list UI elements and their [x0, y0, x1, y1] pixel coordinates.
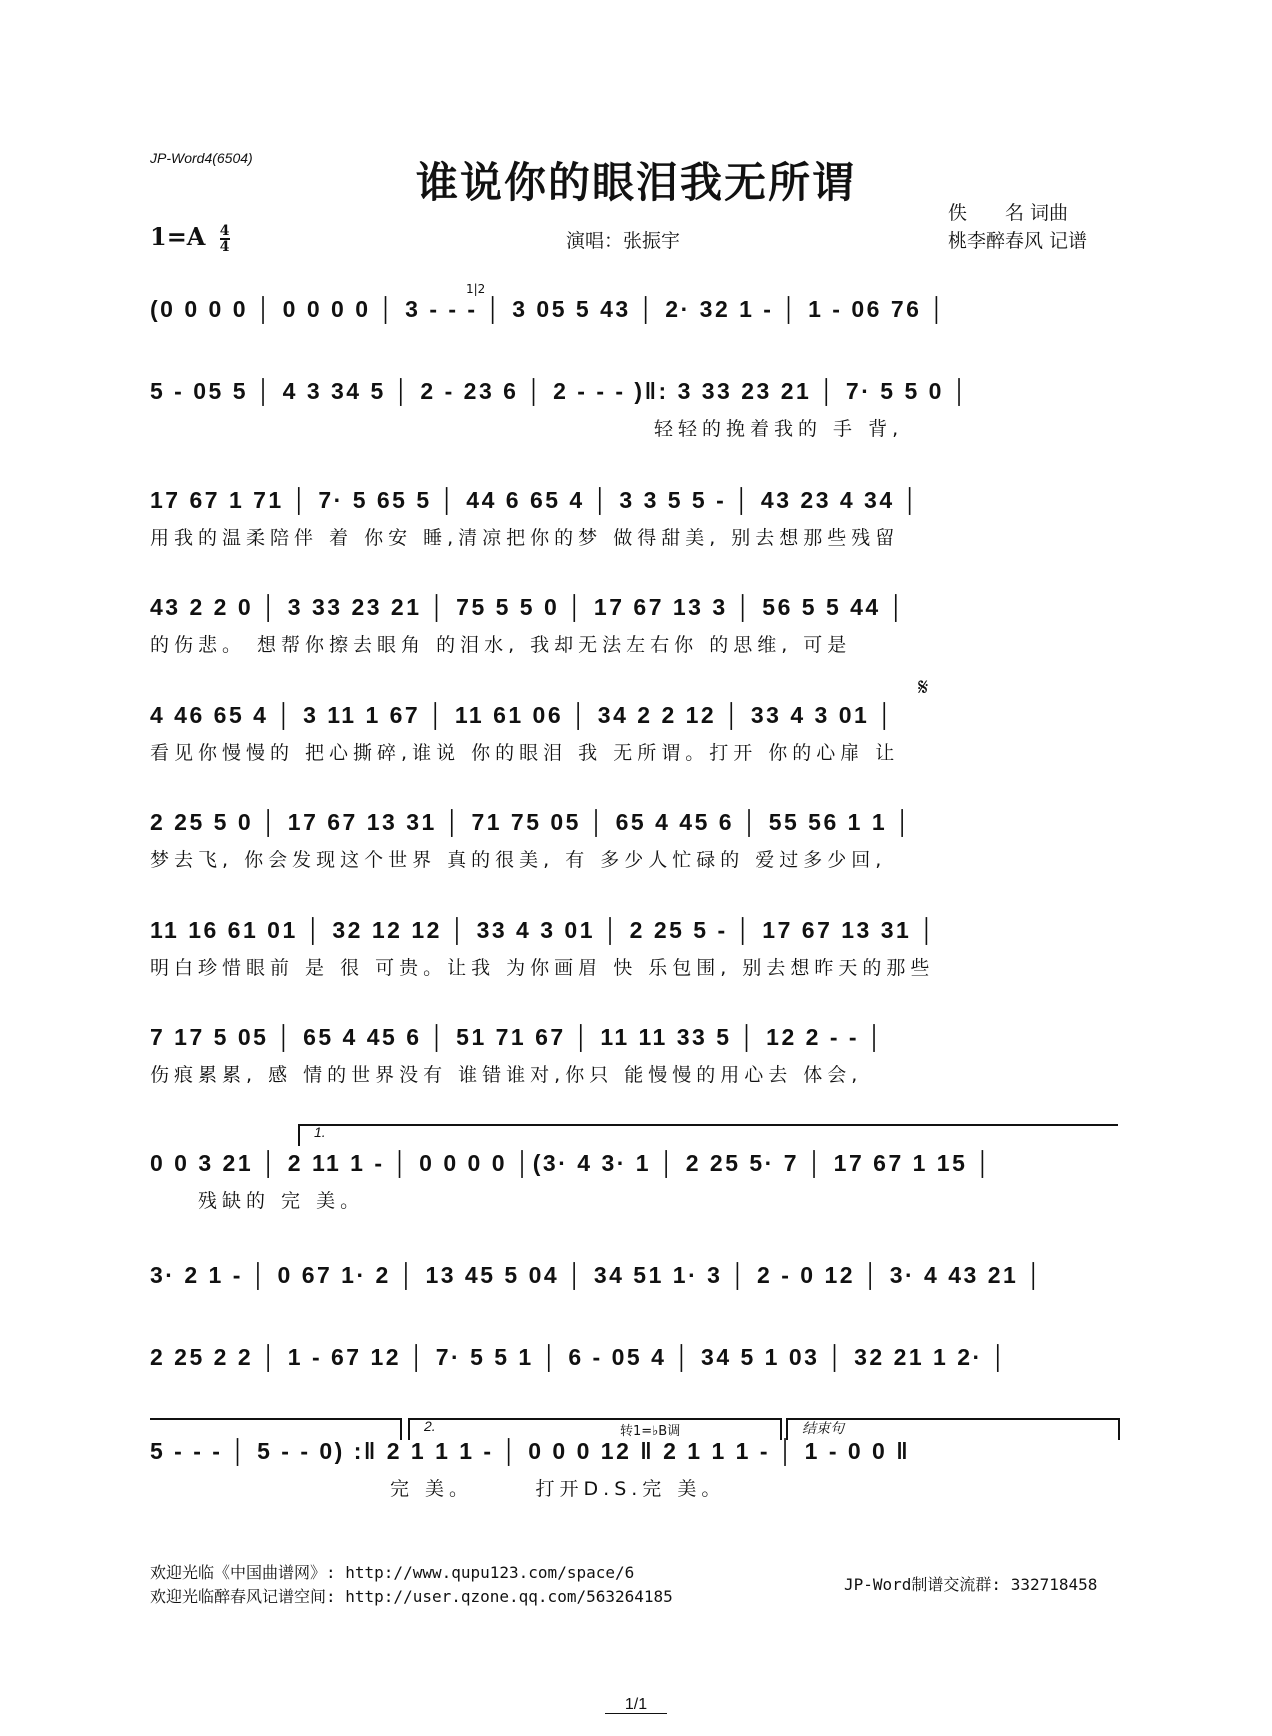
volta-1-label: 1. [314, 1124, 326, 1140]
notes-line: 3· 2 1 - │ 0 67 1· 2 │ 13 45 5 04 │ 34 51 1· 3 │ 2 - 0 12 │ 3· 4 43 21 │ [150, 1262, 1045, 1288]
notes-line: 17 67 1 71 │ 7· 5 65 5 │ 44 6 65 4 │ 3 3 5 5 - │ 43 23 4 34 │ [150, 487, 921, 513]
lyrics-line: 残缺的 完 美。 [150, 1190, 365, 1212]
lyrics-line: 用我的温柔陪伴 着 你安 睡,清凉把你的梦 做得甜美, 别去想那些残留 [150, 527, 900, 549]
score-system-8 [150, 1020, 1115, 1090]
footer-group: JP-Word制谱交流群: 332718458 [844, 1575, 1098, 1594]
modulation-mark: 转1=♭B调 [620, 1424, 681, 1439]
notes-line: 5 - - - │ 5 - - 0) :‖ 2 1 1 1 - │ 0 0 0 12 ‖ 2 1 1 1 - │ 1 - 0 0 ‖ [150, 1438, 911, 1464]
lyrics-line: 梦去飞, 你会发现这个世界 真的很美, 有 多少人忙碌的 爱过多少回, [150, 849, 887, 871]
notes-line: 5 - 05 5 │ 4 3 34 5 │ 2 - 23 6 │ 2 - - - )‖: 3 33 23 21 │ 7· 5 5 0 │ [150, 378, 970, 404]
segno-sign: 𝄋 [918, 673, 929, 701]
page-number-text: 1/1 [605, 1696, 667, 1714]
lyrics-line: 伤痕累累, 感 情的世界没有 谁错谁对,你只 能慢慢的用心去 体会, [150, 1064, 863, 1086]
source-tag: JP-Word4(6504) [150, 150, 253, 166]
meter-bottom: 4 [219, 238, 230, 255]
notes-line: 7 17 5 05 │ 65 4 45 6 │ 51 71 67 │ 11 11 33 5 │ 12 2 - - │ [150, 1024, 885, 1050]
lyrics-line: 看见你慢慢的 把心撕碎,谁说 你的眼泪 我 无所谓。打开 你的心扉 让 [150, 742, 900, 764]
notes-line: 2 25 5 0 │ 17 67 13 31 │ 71 75 05 │ 65 4 45 6 │ 55 56 1 1 │ [150, 809, 913, 835]
score-system-3 [150, 483, 1115, 553]
notes-line: 2 25 2 2 │ 1 - 67 12 │ 7· 5 5 1 │ 6 - 05 4 │ 34 5 1 03 │ 32 21 1 2· │ [150, 1344, 1009, 1370]
key-label: 1=A [150, 222, 206, 251]
notes-line: 11 16 61 01 │ 32 12 12 │ 33 4 3 01 │ 2 25 5 - │ 17 67 13 31 │ [150, 917, 938, 943]
lyricist-composer-credit: 佚 名 词曲 [948, 202, 1069, 224]
transcriber-credit: 桃李醉春风 记谱 [948, 230, 1088, 252]
notes-line: 0 0 3 21 │ 2 11 1 - │ 0 0 0 0 │(3· 4 3· 1 │ 2 25 5· 7 │ 17 67 1 15 │ [150, 1150, 994, 1176]
key-signature [150, 222, 230, 254]
score-system-2 [150, 374, 1115, 444]
score-system-10 [150, 1258, 1115, 1292]
meter-top: 4 [219, 222, 230, 239]
lyrics-line: 的伤悲。 想帮你擦去眼角 的泪水, 我却无法左右你 的思维, 可是 [150, 634, 852, 656]
score-system-1 [150, 292, 1115, 326]
volta-1-bracket [298, 1124, 1118, 1146]
repeat-tag: 1|2 [466, 282, 486, 296]
notes-line: (0 0 0 0 │ 0 0 0 0 │ 3 - - - │ 3 05 5 43 │ 2· 32 1 - │ 1 - 06 76 │ [150, 296, 948, 322]
score-system-9 [150, 1146, 1115, 1216]
lyrics-line: 轻轻的挽着我的 手 背, [150, 418, 904, 440]
time-signature [220, 224, 230, 254]
lyrics-line: 完 美。 打开D.S.完 美。 [150, 1478, 726, 1500]
score-system-7 [150, 913, 1115, 983]
notes-line: 4 46 65 4 │ 3 11 1 67 │ 11 61 06 │ 34 2 2 12 │ 33 4 3 01 │ [150, 702, 896, 728]
volta-2-label: 2. [424, 1418, 436, 1434]
page-title: 谁说你的眼泪我无所谓 [415, 158, 856, 207]
score-system-5 [150, 698, 1115, 768]
score-system-6 [150, 805, 1115, 875]
notes-line: 43 2 2 0 │ 3 33 23 21 │ 75 5 5 0 │ 17 67 13 3 │ 56 5 5 44 │ [150, 594, 907, 620]
score-system-11 [150, 1340, 1115, 1374]
singer-credit: 演唱：张振宇 [566, 230, 681, 252]
score-system-12 [150, 1434, 1115, 1504]
footer-link-qupu[interactable]: 欢迎光临《中国曲谱网》: http://www.qupu123.com/space/6 [150, 1563, 635, 1582]
footer-link-qzone[interactable]: 欢迎光临醉春风记谱空间: http://user.qzone.qq.com/563264185 [150, 1587, 673, 1606]
coda-label: 结束句 [802, 1420, 844, 1436]
page-number [0, 1696, 1272, 1714]
lyrics-line: 明白珍惜眼前 是 很 可贵。让我 为你画眉 快 乐包围, 别去想昨天的那些 [150, 957, 935, 979]
score-system-4 [150, 590, 1115, 660]
